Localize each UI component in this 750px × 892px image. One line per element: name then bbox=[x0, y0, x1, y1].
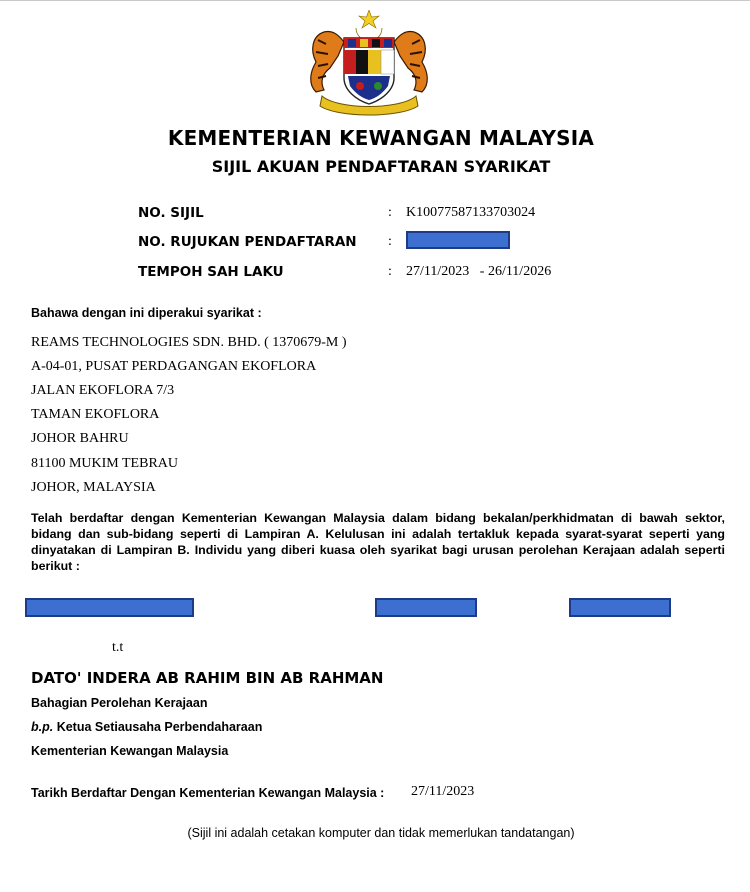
address-line: 81100 MUKIM TEBRAU bbox=[31, 456, 179, 471]
coat-of-arms-icon bbox=[304, 10, 434, 118]
signatory-name: DATO' INDERA AB RAHIM BIN AB RAHMAN bbox=[31, 669, 384, 687]
redacted-authorized-role bbox=[569, 598, 671, 617]
company-intro: Bahawa dengan ini diperakui syarikat : bbox=[31, 306, 262, 320]
signatory-ministry: Kementerian Kewangan Malaysia bbox=[31, 744, 229, 758]
address-line: A-04-01, PUSAT PERDAGANGAN EKOFLORA bbox=[31, 359, 317, 374]
tempoh-dash: - bbox=[479, 264, 485, 279]
bp-prefix: b.p. bbox=[31, 720, 54, 734]
signatory-title bbox=[31, 720, 262, 734]
address-line: REAMS TECHNOLOGIES SDN. BHD. ( 1370679-M ) bbox=[31, 335, 347, 350]
colon: : bbox=[388, 205, 392, 220]
address-line: JOHOR, MALAYSIA bbox=[31, 480, 156, 495]
signatory-role: Ketua Setiausaha Perbendaharaan bbox=[56, 720, 263, 734]
tempoh-label: TEMPOH SAH LAKU bbox=[138, 264, 284, 280]
redacted-authorized-name bbox=[25, 598, 194, 617]
ministry-title: KEMENTERIAN KEWANGAN MALAYSIA bbox=[167, 126, 595, 150]
signatory-division: Bahagian Perolehan Kerajaan bbox=[31, 696, 208, 710]
signature-tt: t.t bbox=[112, 640, 124, 655]
registration-date-label: Tarikh Berdaftar Dengan Kementerian Kewangan Malaysia : bbox=[31, 786, 385, 800]
redacted-rujukan bbox=[406, 231, 510, 249]
top-border bbox=[0, 0, 750, 1]
colon: : bbox=[388, 264, 392, 279]
registration-statement: Telah berdaftar dengan Kementerian Kewangan Malaysia dalam bidang bekalan/perkhidmatan di bawah sektor, bidang dan sub-bidang seperti di Lampiran A. Kelulusan ini adalah tertakluk kepada syarat-syarat seperti yang dinyatakan di Lampiran B. Individu yang diberi kuasa oleh syarikat bagi urusan perolehan Kerajaan adalah seperti berikut : bbox=[31, 511, 725, 573]
no-sijil-value: K10077587133703024 bbox=[406, 205, 536, 220]
rujukan-label: NO. RUJUKAN PENDAFTARAN bbox=[138, 234, 357, 250]
no-sijil-label: NO. SIJIL bbox=[138, 205, 204, 221]
address-line: JOHOR BAHRU bbox=[31, 431, 129, 446]
address-line: TAMAN EKOFLORA bbox=[31, 407, 160, 422]
colon: : bbox=[388, 234, 392, 249]
tempoh-value bbox=[406, 264, 551, 280]
redacted-authorized-id bbox=[375, 598, 477, 617]
certificate-title: SIJIL AKUAN PENDAFTARAN SYARIKAT bbox=[211, 157, 551, 176]
tempoh-end: 26/11/2026 bbox=[487, 264, 552, 279]
registration-date-value: 27/11/2023 bbox=[411, 784, 475, 799]
footer-note: (Sijil ini adalah cetakan komputer dan tidak memerlukan tandatangan) bbox=[187, 826, 575, 840]
address-line: JALAN EKOFLORA 7/3 bbox=[31, 383, 175, 398]
tempoh-start: 27/11/2023 bbox=[406, 264, 470, 279]
